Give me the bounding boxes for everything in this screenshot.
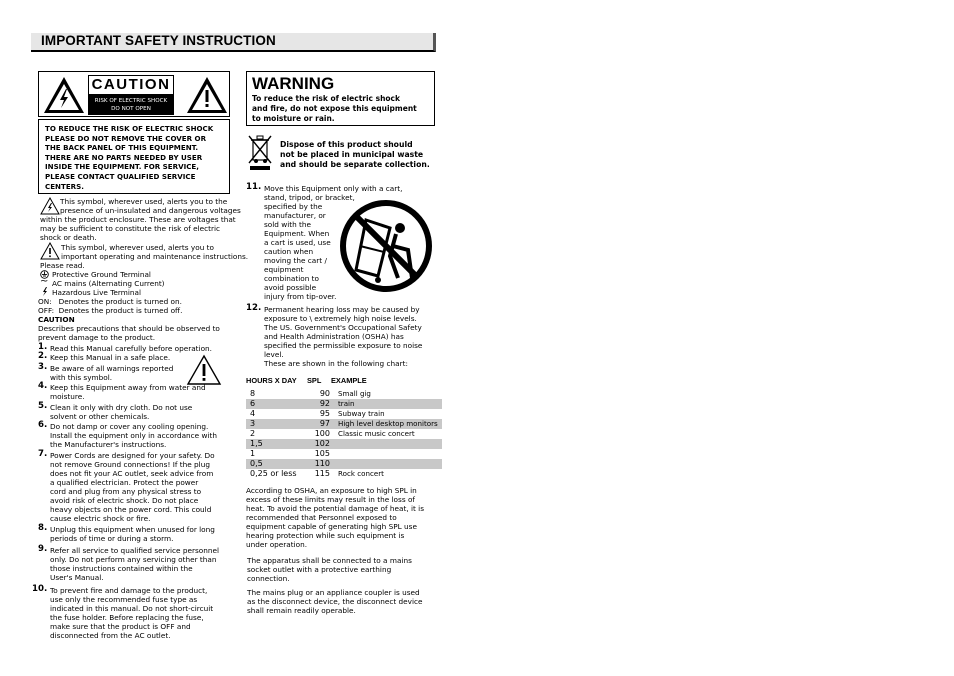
item-number: 9.: [38, 544, 48, 554]
text-line: within the product enclosure. These are voltages that: [40, 215, 236, 224]
text-line: and Health Administration (OSHA) has: [264, 332, 404, 341]
table-cell: Subway train: [338, 409, 385, 418]
text-line: cause electric shock or fire.: [50, 514, 151, 523]
text-line: Permanent hearing loss may be caused by: [264, 305, 420, 314]
text-line: Keep this Equipment away from water and: [50, 383, 206, 392]
item-number: 1.: [38, 342, 48, 352]
warning-title: WARNING: [252, 74, 335, 93]
text-line: Install the equipment only in accordance with: [50, 431, 217, 440]
ac-mains-label: AC mains (Alternating Current): [52, 279, 165, 288]
section-title: IMPORTANT SAFETY INSTRUCTION: [41, 33, 276, 48]
caution-line: TO REDUCE THE RISK OF ELECTRIC SHOCK: [45, 124, 214, 133]
text-line: not remove Ground connections! If the plug: [50, 460, 210, 469]
item-number: 3.: [38, 362, 48, 372]
item-text: [50, 344, 212, 353]
caution-logo-line: RISK OF ELECTRIC SHOCK: [94, 98, 168, 104]
text-line: those instructions contained within the: [50, 564, 193, 573]
table-cell: 2: [250, 429, 256, 438]
caution-line: PLEASE DO NOT REMOVE THE COVER OR: [45, 133, 207, 143]
item-text: [50, 353, 170, 362]
warning-text: [252, 94, 434, 124]
text-line: and should be separate collection.: [280, 160, 430, 169]
text-line: injury from tip-over.: [264, 292, 337, 301]
table-cell: [338, 449, 442, 459]
item-text: [50, 586, 213, 640]
item-text: [50, 403, 192, 421]
table-cell: 90: [319, 389, 330, 398]
caution-line: CENTERS.: [45, 181, 84, 191]
text-line: stand, tripod, or bracket,: [264, 193, 355, 202]
item-number: 10.: [32, 584, 48, 594]
bolt-symbol-text-b: [40, 215, 236, 242]
earthing-paragraph: [247, 556, 412, 583]
text-line: These are shown in the following chart:: [264, 359, 408, 368]
caution-heading: CAUTION: [38, 315, 75, 324]
table-header-spl: SPL: [307, 376, 322, 385]
cart-tip-over-icon: [338, 198, 434, 294]
text-line: caution when: [264, 247, 314, 256]
caution-logo-line: DO NOT OPEN: [111, 106, 151, 112]
text-line: only. Do not perform any servicing other than: [50, 555, 217, 564]
text-line: prevent damage to the product.: [38, 333, 156, 342]
table-cell: 1,5: [246, 439, 302, 449]
item-text: [50, 383, 206, 401]
table-row: [246, 429, 442, 439]
table-cell: 0,25 or less: [250, 469, 297, 478]
item-text: [50, 364, 173, 382]
text-line: moisture.: [50, 392, 85, 401]
text-line: shock or death.: [40, 233, 97, 242]
text-line: Clean it only with dry cloth. Do not use: [50, 403, 193, 412]
text-line: equipment: [264, 265, 304, 274]
table-row: [246, 439, 442, 449]
live-bolt-icon: [41, 287, 49, 296]
table-cell: 3: [246, 419, 302, 429]
item-number: 6.: [38, 420, 48, 430]
caution-logo-title: CAUTION: [88, 75, 174, 95]
text-line: To reduce the risk of electric shock: [252, 94, 400, 103]
text-line: avoid risk of electric shock. Do not place: [50, 496, 199, 505]
text-line: Read this Manual carefully before operation.: [50, 344, 212, 353]
table-cell: 100: [314, 429, 330, 438]
text-line: manufacturer, or: [264, 211, 326, 220]
table-header-hours: HOURS X DAY: [246, 376, 297, 385]
ground-terminal-label: Protective Ground Terminal: [52, 270, 151, 279]
text-line: Move this Equipment only with a cart,: [264, 184, 403, 193]
text-line: as the disconnect device, the disconnect device: [247, 597, 423, 606]
item-number: 2.: [38, 351, 48, 361]
item-number: 4.: [38, 381, 48, 391]
table-cell: 1: [250, 449, 256, 458]
text-line: not be placed in municipal waste: [280, 150, 424, 159]
item-text: [50, 525, 215, 543]
text-line: hearing protection while such equipment is: [246, 531, 405, 540]
table-cell: Classic music concert: [338, 429, 415, 438]
osha-paragraph: [246, 486, 424, 549]
live-terminal-label: Hazardous Live Terminal: [52, 288, 142, 297]
text-line: Be aware of all warnings reported: [50, 364, 174, 373]
on-label: ON: Denotes the product is turned on.: [38, 297, 182, 306]
text-line: specified by the: [264, 202, 323, 211]
text-line: level.: [264, 350, 284, 359]
table-cell: 95: [319, 409, 330, 418]
item-text: [50, 546, 219, 582]
text-line: sold with the: [264, 220, 312, 229]
text-line: connection.: [247, 574, 290, 583]
text-line: socket outlet with a protective earthing: [247, 565, 392, 574]
text-line: and fire, do not expose this equipment: [252, 104, 417, 113]
lightning-symbol-icon: [40, 197, 60, 215]
text-line: User's Manual.: [50, 573, 104, 582]
text-line: the fuse holder. Before replacing the fuse,: [50, 613, 204, 622]
caution-line: THE BACK PANEL OF THIS EQUIPMENT.: [45, 143, 199, 153]
text-line: the Manufacturer's instructions.: [50, 440, 167, 449]
item-number: 8.: [38, 523, 48, 533]
caution-logo: [88, 75, 174, 115]
text-line: to moisture or rain.: [252, 114, 335, 123]
text-line: combination to: [264, 274, 319, 283]
table-cell: 0,5: [246, 459, 302, 469]
table-row: [246, 399, 442, 409]
text-line: Do not damp or cover any cooling opening.: [50, 422, 209, 431]
table-cell: 6: [246, 399, 302, 409]
text-line: Describes precautions that should be observed to: [38, 324, 220, 333]
text-line: specified the permissible exposure to noise: [264, 341, 423, 350]
text-line: make sure that the product is OFF and: [50, 622, 191, 631]
table-row: [246, 449, 442, 459]
table-cell: 92: [302, 399, 338, 409]
text-line: with this symbol.: [50, 373, 113, 382]
caution-description: [38, 324, 220, 342]
table-header-example: EXAMPLE: [331, 376, 367, 385]
text-line: does not fit your AC outlet, seek advice from: [50, 469, 214, 478]
caution-text-box: [38, 119, 230, 194]
table-cell: [338, 459, 442, 469]
table-cell: 115: [314, 469, 330, 478]
exclamation-warning-icon: [185, 75, 229, 115]
item-number: 5.: [38, 401, 48, 411]
text-line: Refer all service to qualified service personnel: [50, 546, 219, 555]
text-line: indicated in this manual. Do not short-circuit: [50, 604, 214, 613]
dispose-text: [280, 140, 430, 170]
warning-box: [246, 71, 435, 126]
item-text: [50, 451, 215, 523]
item-text: [264, 305, 422, 368]
table-cell: 8: [250, 389, 256, 398]
text-line: The apparatus shall be connected to a mains: [247, 556, 412, 565]
coupler-paragraph: [247, 588, 423, 615]
table-cell: Rock concert: [338, 469, 384, 478]
text-line: The mains plug or an appliance coupler is used: [247, 588, 420, 597]
item-text: [50, 422, 217, 449]
caution-line: PLEASE CONTACT QUALIFIED SERVICE: [45, 171, 196, 181]
text-line: Power Cords are designed for your safety. Do: [50, 451, 215, 460]
table-row: [246, 469, 442, 479]
text-line: According to OSHA, an exposure to high SPL in: [246, 486, 417, 495]
text-line: This symbol, wherever used, alerts you to the: [60, 197, 228, 206]
excl-symbol-text-a: [61, 243, 248, 261]
text-line: Dispose of this product should: [280, 140, 413, 149]
table-cell: 4: [250, 409, 256, 418]
caution-line: THERE ARE NO PARTS NEEDED BY USER: [45, 152, 203, 162]
text-line: use only the recommended fuse type as: [50, 595, 198, 604]
table-cell: 110: [302, 459, 338, 469]
ac-tilde-icon: ~: [40, 276, 49, 287]
text-line: disconnected from the AC outlet.: [50, 631, 171, 640]
item-number: 11.: [246, 182, 262, 192]
text-line: a qualified electrician. Protect the power: [50, 478, 199, 487]
exclamation-warning-icon: [186, 354, 222, 386]
table-cell: 102: [302, 439, 338, 449]
text-line: heat. To avoid the potential damage of heat, it is: [246, 504, 424, 513]
text-line: excess of these limits may result in the loss of: [246, 495, 415, 504]
text-line: equipment capable of generating high SPL use: [246, 522, 417, 531]
text-line: Unplug this equipment when unused for long: [50, 525, 215, 534]
text-line: exposure to \ extremely high noise levels.: [264, 314, 417, 323]
table-row: [246, 459, 442, 469]
text-line: Keep this Manual in a safe place.: [50, 353, 171, 362]
text-line: The US. Government's Occupational Safety: [264, 323, 422, 332]
crossed-bin-icon: [247, 134, 273, 172]
text-line: a cart is used, use: [264, 238, 331, 247]
item-number: 12.: [246, 303, 262, 313]
section-header: [31, 33, 436, 52]
text-line: This symbol, wherever used, alerts you to: [61, 243, 214, 252]
table-row: [246, 419, 442, 429]
table-cell: [338, 439, 442, 449]
exclamation-symbol-icon: [40, 242, 60, 260]
text-line: To prevent fire and damage to the product,: [50, 586, 208, 595]
off-label: OFF: Denotes the product is turned off.: [38, 306, 183, 315]
caution-logo-band: [88, 95, 174, 115]
lightning-warning-icon: [42, 75, 86, 115]
text-line: important operating and maintenance instructions.: [61, 252, 249, 261]
text-line: moving the cart /: [264, 256, 327, 265]
item-number: 7.: [38, 449, 48, 459]
table-row: [246, 389, 442, 399]
excl-symbol-text-b: Please read.: [40, 261, 85, 270]
spl-table: [246, 389, 442, 479]
table-row: [246, 409, 442, 419]
table-cell: train: [338, 399, 442, 409]
text-line: shall remain readily operable.: [247, 606, 356, 615]
text-line: periods of time or during a storm.: [50, 534, 174, 543]
text-line: may be sufficient to constitute the risk of electric: [40, 224, 221, 233]
caution-line: INSIDE THE EQUIPMENT. FOR SERVICE,: [45, 162, 199, 172]
text-line: solvent or other chemicals.: [50, 412, 150, 421]
text-line: recommended that Personnel exposed to: [246, 513, 397, 522]
text-line: heavy objects on the power cord. This could: [50, 505, 212, 514]
text-line: under operation.: [246, 540, 308, 549]
bolt-symbol-text-a: [60, 197, 241, 215]
table-cell: High level desktop monitors: [338, 419, 442, 429]
text-line: Equipment. When: [264, 229, 330, 238]
table-cell: 105: [314, 449, 330, 458]
text-line: avoid possible: [264, 283, 317, 292]
text-line: cord and plug from any physical stress to: [50, 487, 202, 496]
table-cell: Small gig: [338, 389, 371, 398]
table-cell: 97: [302, 419, 338, 429]
text-line: presence of un-insulated and dangerous voltages: [60, 206, 241, 215]
caution-text: [45, 124, 229, 191]
